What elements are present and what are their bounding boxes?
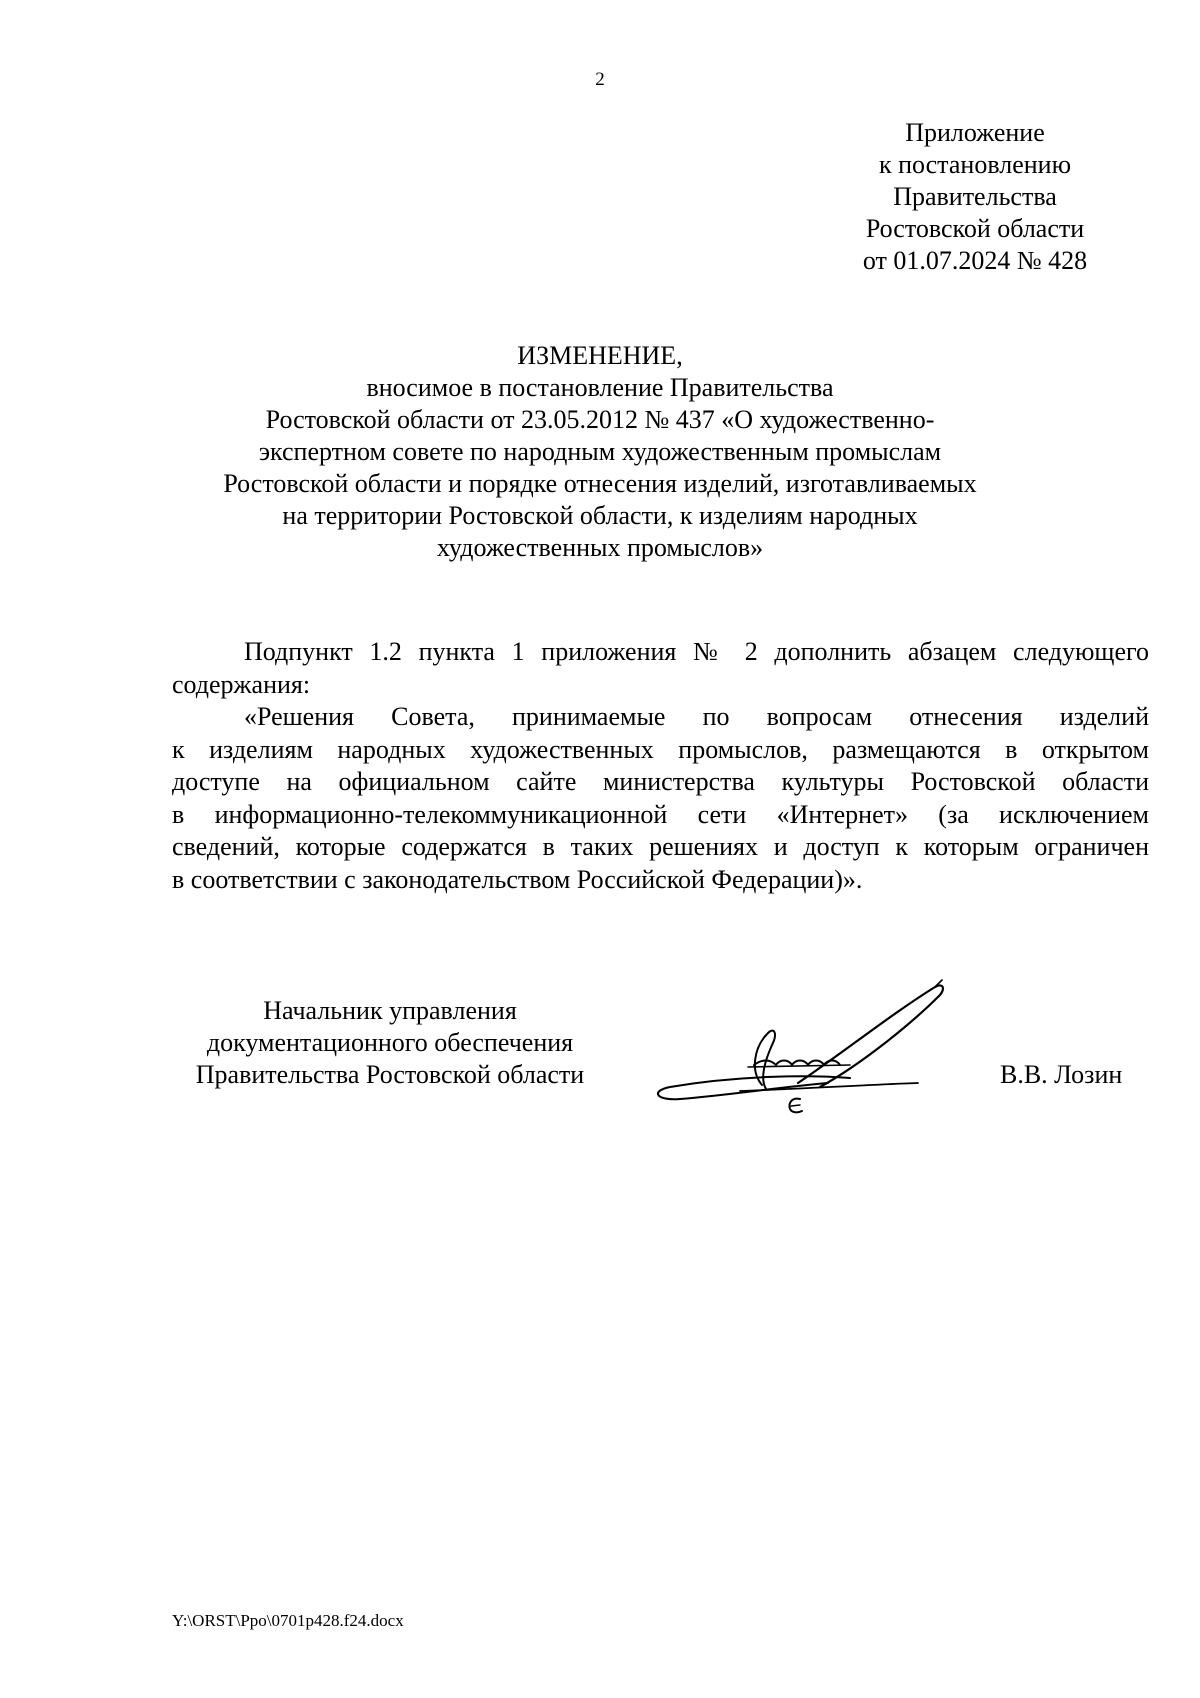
body-line: «Решения Совета, принимаемые по вопросам отнесения изделий <box>244 702 1149 731</box>
appendix-line: к постановлению <box>878 150 1072 179</box>
heading-line: Ростовской области и порядке отнесения изделий, изготавливаемых <box>223 469 977 498</box>
heading-line: художественных промыслов» <box>436 533 764 562</box>
body-line: к изделиям народных художественных промыслов, размещаются в открытом <box>172 734 1149 764</box>
body-paragraph-1 <box>172 636 1149 701</box>
body-line: в информационно-телекоммуникационной сети «Интернет» (за исключением <box>172 799 1149 829</box>
body-line: сведений, которые содержатся в таких решениях и доступ к которым ограничен <box>172 832 1149 861</box>
body-line: в соответствии с законодательством Российской Федерации)». <box>172 864 863 894</box>
appendix-line: Приложение <box>905 118 1045 147</box>
heading-line: экспертном совете по народным художественным промыслам <box>258 437 942 466</box>
appendix-line: от 01.07.2024 № 428 <box>862 246 1088 275</box>
signatory-position <box>150 995 630 1091</box>
document-heading <box>160 340 1040 564</box>
signatory-position-line: Начальник управления <box>263 996 517 1025</box>
body-paragraph-2 <box>172 701 1149 896</box>
body-line: доступе на официальном сайте министерства культуры Ростовской области <box>172 767 1149 796</box>
page-number: 2 <box>595 69 605 90</box>
heading-line: вносимое в постановление Правительства <box>366 373 834 402</box>
appendix-block <box>775 117 1175 277</box>
handwritten-signature-icon <box>650 975 990 1135</box>
heading-line: на территории Ростовской области, к изделиям народных <box>282 501 918 530</box>
file-path: Y:\ORST\Ppo\0701p428.f24.docx <box>172 1611 404 1630</box>
heading-title: ИЗМЕНЕНИЕ, <box>517 341 683 370</box>
appendix-line: Ростовской области <box>865 214 1085 243</box>
body-line: Подпункт 1.2 пункта 1 приложения № 2 дополнить абзацем следующего <box>244 637 1149 666</box>
body-text <box>172 636 1149 896</box>
heading-line: Ростовской области от 23.05.2012 № 437 «О художественно- <box>265 405 935 434</box>
signatory-name: В.В. Лозин <box>1000 1060 1123 1089</box>
body-line: содержания: <box>172 669 311 699</box>
signatory-position-line: документационного обеспечения <box>206 1028 574 1057</box>
appendix-line: Правительства <box>893 182 1057 211</box>
signatory-position-line: Правительства Ростовской области <box>195 1060 585 1089</box>
